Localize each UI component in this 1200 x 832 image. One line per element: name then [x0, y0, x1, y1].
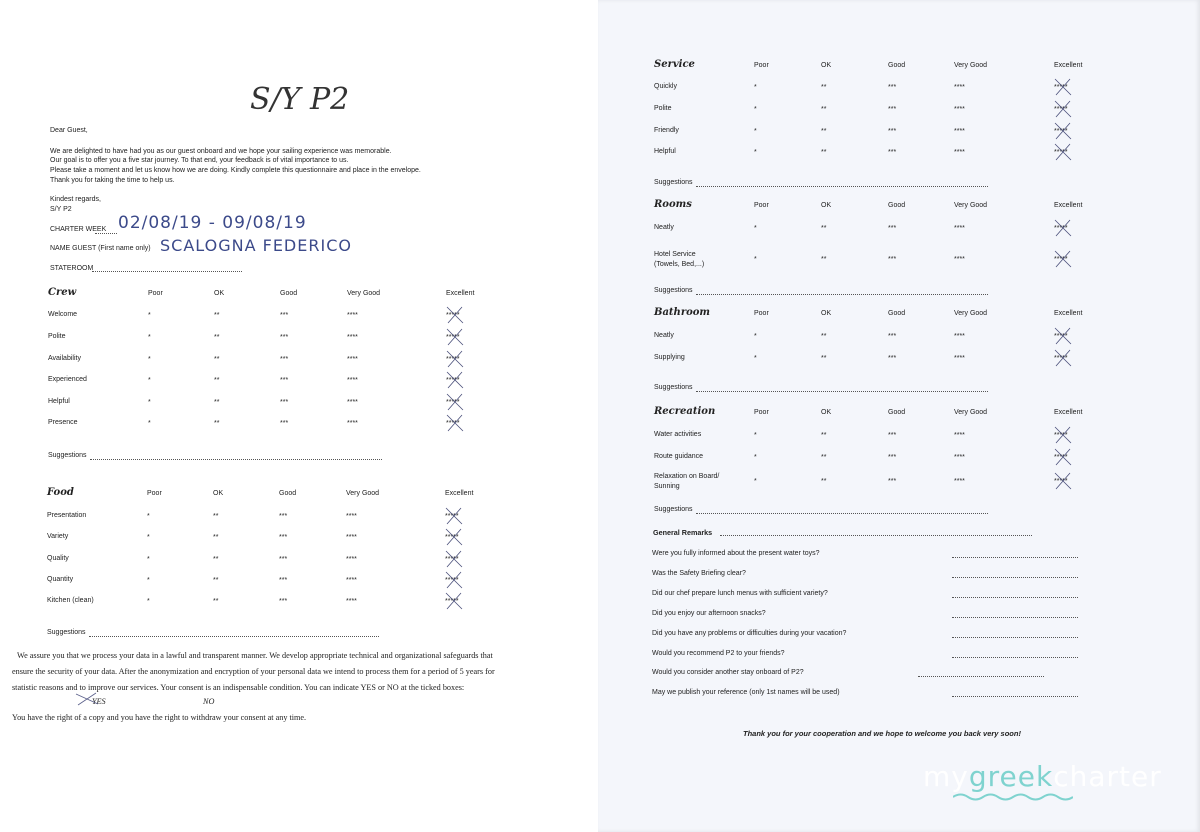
rating-row-label: Quality — [47, 555, 69, 562]
watermark-part: my — [923, 760, 969, 793]
column-header: Good — [888, 202, 906, 209]
rating-option[interactable]: *** — [279, 577, 288, 584]
rating-option[interactable]: ***** — [445, 534, 459, 541]
rating-row-label: Kitchen (clean) — [47, 597, 94, 604]
rating-row-label: Neatly — [654, 332, 674, 339]
rating-option[interactable]: *** — [888, 84, 897, 91]
section-title: Service — [654, 59, 695, 70]
rating-option[interactable]: ** — [821, 454, 827, 461]
right-page — [598, 0, 1200, 832]
rating-option[interactable]: *** — [888, 454, 897, 461]
rating-option[interactable]: *** — [888, 478, 897, 485]
question-text: Did our chef prepare lunch menus with sufficient variety? — [652, 590, 828, 597]
rating-option[interactable]: *** — [888, 355, 897, 362]
rating-row-label: Helpful — [654, 148, 676, 155]
column-header: Excellent — [446, 290, 475, 297]
section-title: Rooms — [654, 199, 692, 210]
rating-option[interactable]: ***** — [445, 556, 459, 563]
rating-option[interactable]: ***** — [446, 356, 460, 363]
column-header: Good — [888, 62, 906, 69]
section-title: Bathroom — [654, 307, 711, 318]
suggestions-label: Suggestions — [47, 629, 86, 636]
rating-option[interactable]: *** — [888, 225, 897, 232]
excellent-check-icon — [1052, 250, 1074, 268]
rating-option[interactable]: ***** — [446, 377, 460, 384]
excellent-check-icon — [443, 592, 465, 610]
rating-option[interactable]: ***** — [445, 577, 459, 584]
rating-option[interactable]: **** — [347, 420, 358, 427]
rating-row-label: Relaxation on Board/ Sunning — [654, 473, 720, 490]
rating-option[interactable]: *** — [888, 106, 897, 113]
rating-row-label: Polite — [48, 333, 66, 340]
column-header: Very Good — [346, 490, 380, 497]
question-text: Would you recommend P2 to your friends? — [652, 650, 785, 657]
left-page — [0, 0, 598, 832]
rating-row-label: Water activities — [654, 431, 702, 438]
rating-option[interactable]: ***** — [1054, 225, 1068, 232]
answer-line[interactable] — [952, 637, 1078, 638]
section-title: Food — [47, 487, 74, 498]
general-remarks-label: General Remarks — [653, 528, 713, 537]
rating-option[interactable]: ***** — [1054, 256, 1068, 263]
name-label: NAME GUEST (First name only) — [50, 245, 151, 252]
rating-option[interactable]: *** — [280, 356, 289, 363]
rating-option[interactable]: ***** — [446, 399, 460, 406]
rating-row-label: Experienced — [48, 376, 87, 383]
rating-option[interactable]: ** — [821, 256, 827, 263]
excellent-check-icon — [1052, 472, 1074, 490]
rating-option[interactable]: * — [147, 513, 150, 520]
excellent-check-icon — [444, 306, 466, 324]
rating-option[interactable]: **** — [347, 312, 358, 319]
rating-option[interactable]: ***** — [446, 420, 460, 427]
excellent-check-icon — [1052, 122, 1074, 140]
column-header: Poor — [148, 290, 163, 297]
rating-row-label: Hotel Service (Towels, Bed,...) — [654, 251, 705, 268]
rating-option[interactable]: * — [754, 149, 757, 156]
rating-option[interactable]: **** — [347, 356, 358, 363]
rating-option[interactable]: **** — [346, 513, 357, 520]
section-title: Crew — [48, 287, 77, 298]
rating-option[interactable]: **** — [347, 334, 358, 341]
rating-option[interactable]: ** — [821, 432, 827, 439]
intro-line: We are delighted to have had you as our guest onboard and we hope your sailing experience was memorable. — [50, 148, 392, 155]
rating-option[interactable]: *** — [888, 333, 897, 340]
rating-option[interactable]: **** — [954, 128, 965, 135]
rating-option[interactable]: **** — [347, 377, 358, 384]
column-header: Very Good — [954, 62, 988, 69]
excellent-check-icon — [444, 393, 466, 411]
rating-row-label: Quantity — [47, 576, 74, 583]
question-text: Were you fully informed about the present water toys? — [652, 550, 820, 557]
rating-option[interactable]: * — [147, 577, 150, 584]
rating-option[interactable]: ***** — [1054, 333, 1068, 340]
rating-option[interactable]: ** — [214, 312, 220, 319]
rating-option[interactable]: ** — [821, 84, 827, 91]
answer-line[interactable] — [952, 577, 1078, 578]
question-text: Would you consider another stay onboard of P2? — [652, 669, 804, 676]
rating-option[interactable]: **** — [346, 577, 357, 584]
rating-option[interactable]: *** — [279, 513, 288, 520]
rating-option[interactable]: * — [148, 312, 151, 319]
rating-option[interactable]: ** — [214, 420, 220, 427]
rating-row-label: Polite — [654, 105, 672, 112]
intro-line: Thank you for taking the time to help us. — [50, 177, 175, 184]
rating-option[interactable]: * — [754, 106, 757, 113]
rating-option[interactable]: **** — [346, 556, 357, 563]
column-header: Excellent — [1054, 202, 1083, 209]
excellent-check-icon — [443, 528, 465, 546]
rating-option[interactable]: ***** — [1054, 432, 1068, 439]
answer-line[interactable] — [952, 657, 1078, 658]
column-header: OK — [214, 290, 225, 297]
answer-line[interactable] — [918, 676, 1044, 677]
rating-option[interactable]: **** — [954, 454, 965, 461]
suggestions-label: Suggestions — [654, 287, 693, 294]
answer-line[interactable] — [952, 696, 1078, 697]
rating-option[interactable]: ** — [213, 513, 219, 520]
excellent-check-icon — [443, 550, 465, 568]
rating-option[interactable]: * — [148, 334, 151, 341]
greeting: Dear Guest, — [50, 127, 88, 134]
column-header: OK — [821, 409, 832, 416]
rating-row-label: Presence — [48, 419, 78, 426]
rating-option[interactable]: * — [148, 377, 151, 384]
rating-option[interactable]: **** — [954, 478, 965, 485]
section-title: Recreation — [654, 406, 716, 417]
question-text: Did you enjoy our afternoon snacks? — [652, 610, 766, 617]
rating-option[interactable]: **** — [954, 355, 965, 362]
signoff: S/Y P2 — [50, 206, 72, 213]
rating-option[interactable]: *** — [279, 598, 288, 605]
column-header: Poor — [754, 202, 769, 209]
excellent-check-icon — [444, 371, 466, 389]
rating-option[interactable]: * — [754, 84, 757, 91]
column-header: Poor — [147, 490, 162, 497]
rating-row-label: Neatly — [654, 224, 674, 231]
rating-option[interactable]: *** — [279, 534, 288, 541]
rating-option[interactable]: ** — [821, 106, 827, 113]
rights-line: You have the right of a copy and you have the right to withdraw your consent at any time. — [12, 713, 307, 722]
column-header: Good — [888, 409, 906, 416]
column-header: Very Good — [347, 290, 381, 297]
suggestions-label: Suggestions — [654, 179, 693, 186]
rating-option[interactable]: **** — [954, 149, 965, 156]
rating-option[interactable]: ***** — [445, 598, 459, 605]
rating-row-label: Helpful — [48, 398, 70, 405]
rating-option[interactable]: ** — [213, 556, 219, 563]
answer-line[interactable] — [952, 597, 1078, 598]
excellent-check-icon — [443, 507, 465, 525]
question-text: Was the Safety Briefing clear? — [652, 570, 746, 577]
watermark-part: greek — [968, 760, 1054, 793]
rating-option[interactable]: *** — [888, 432, 897, 439]
rating-option[interactable]: *** — [280, 312, 289, 319]
rating-option[interactable]: **** — [954, 256, 965, 263]
page-title: S/Y P2 — [250, 82, 350, 117]
rating-option[interactable]: * — [754, 256, 757, 263]
rating-option[interactable]: **** — [954, 84, 965, 91]
suggestions-label: Suggestions — [654, 384, 693, 391]
column-header: Good — [279, 490, 297, 497]
rating-option[interactable]: *** — [888, 256, 897, 263]
column-header: OK — [821, 62, 832, 69]
rating-option[interactable]: ***** — [446, 334, 460, 341]
intro-line: Our goal is to offer you a five star journey. To that end, your feedback is of vital importance to us. — [50, 157, 349, 164]
privacy-line: statistic reasons and to improve our services. Your consent is an indispensable condition. You can indicate YES or NO at the ticked boxes: — [12, 683, 465, 692]
charter-week-label: CHARTER WEEK — [50, 226, 107, 233]
column-header: Excellent — [445, 490, 474, 497]
regards: Kindest regards, — [50, 196, 101, 203]
rating-option[interactable]: ** — [213, 534, 219, 541]
rating-option[interactable]: * — [147, 534, 150, 541]
rating-option[interactable]: ***** — [1054, 454, 1068, 461]
column-header: OK — [821, 202, 832, 209]
intro-line: Please take a moment and let us know how we are doing. Kindly complete this questionnaire and place in the envelope. — [50, 167, 421, 174]
watermark-wave-icon — [953, 792, 1073, 802]
consent-yes[interactable]: YES — [92, 697, 106, 706]
rating-row-label: Quickly — [654, 83, 677, 90]
question-text: Did you have any problems or difficulties during your vacation? — [652, 630, 847, 637]
excellent-check-icon — [444, 328, 466, 346]
privacy-line: We assure you that we process your data in a lawful and transparent manner. We develop appropriate technical and organizational safeguards that — [17, 651, 493, 660]
rating-option[interactable]: ***** — [1054, 478, 1068, 485]
rating-option[interactable]: * — [754, 225, 757, 232]
rating-option[interactable]: * — [147, 598, 150, 605]
rating-row-label: Friendly — [654, 127, 679, 134]
column-header: Poor — [754, 62, 769, 69]
column-header: Good — [280, 290, 298, 297]
rating-row-label: Availability — [48, 355, 81, 362]
rating-option[interactable]: * — [148, 399, 151, 406]
rating-option[interactable]: *** — [280, 334, 289, 341]
thank-you-note: Thank you for your cooperation and we hope to welcome you back very soon! — [743, 729, 1021, 738]
excellent-check-icon — [1052, 219, 1074, 237]
rating-option[interactable]: ** — [821, 478, 827, 485]
rating-option[interactable]: ** — [214, 399, 220, 406]
rating-option[interactable]: **** — [954, 432, 965, 439]
rating-option[interactable]: * — [754, 454, 757, 461]
rating-option[interactable]: ** — [821, 128, 827, 135]
excellent-check-icon — [1052, 349, 1074, 367]
stateroom-label: STATEROOM — [50, 265, 94, 272]
rating-option[interactable]: **** — [346, 598, 357, 605]
rating-option[interactable]: **** — [954, 106, 965, 113]
excellent-check-icon — [1052, 78, 1074, 96]
excellent-check-icon — [1052, 143, 1074, 161]
rating-option[interactable]: ** — [214, 377, 220, 384]
rating-option[interactable]: ** — [821, 333, 827, 340]
excellent-check-icon — [1052, 426, 1074, 444]
rating-option[interactable]: * — [754, 478, 757, 485]
rating-option[interactable]: * — [148, 356, 151, 363]
watermark-logo — [923, 760, 1162, 793]
rating-option[interactable]: * — [754, 432, 757, 439]
rating-option[interactable]: * — [147, 556, 150, 563]
excellent-check-icon — [1052, 448, 1074, 466]
rating-option[interactable]: **** — [346, 534, 357, 541]
guest-name-value: SCALOGNA FEDERICO — [160, 236, 352, 255]
column-header: Excellent — [1054, 62, 1083, 69]
watermark-part: charter — [1053, 760, 1162, 793]
rating-row-label: Presentation — [47, 512, 87, 519]
excellent-check-icon — [1052, 100, 1074, 118]
excellent-check-icon — [1052, 327, 1074, 345]
rating-option[interactable]: ** — [213, 577, 219, 584]
rating-option[interactable]: ***** — [446, 312, 460, 319]
rating-row-label: Welcome — [48, 311, 78, 318]
rating-option[interactable]: *** — [280, 399, 289, 406]
question-text: May we publish your reference (only 1st names will be used) — [652, 689, 840, 696]
suggestions-label: Suggestions — [48, 452, 87, 459]
rating-option[interactable]: ** — [821, 225, 827, 232]
rating-option[interactable]: ***** — [1054, 355, 1068, 362]
column-header: OK — [821, 310, 832, 317]
charter-week-value: 02/08/19 - 09/08/19 — [118, 213, 307, 233]
privacy-line: ensure the security of your data. After the anonymization and encryption of your personal data we intend to process them for a period of 5 years for — [12, 667, 495, 676]
rating-option[interactable]: **** — [954, 333, 965, 340]
rating-option[interactable]: *** — [280, 420, 289, 427]
excellent-check-icon — [443, 571, 465, 589]
rating-option[interactable]: *** — [279, 556, 288, 563]
column-header: Very Good — [954, 310, 988, 317]
rating-option[interactable]: * — [754, 128, 757, 135]
rating-option[interactable]: ***** — [1054, 149, 1068, 156]
rating-option[interactable]: * — [754, 355, 757, 362]
excellent-check-icon — [444, 350, 466, 368]
column-header: Excellent — [1054, 310, 1083, 317]
rating-row-label: Supplying — [654, 354, 685, 361]
suggestions-label: Suggestions — [654, 506, 693, 513]
consent-yes-check-icon — [74, 691, 102, 707]
rating-option[interactable]: *** — [888, 149, 897, 156]
rating-option[interactable]: ** — [821, 355, 827, 362]
rating-option[interactable]: ***** — [1054, 128, 1068, 135]
column-header: Poor — [754, 409, 769, 416]
rating-option[interactable]: ***** — [1054, 106, 1068, 113]
rating-option[interactable]: * — [148, 420, 151, 427]
rating-row-label: Variety — [47, 533, 69, 540]
rating-option[interactable]: ** — [214, 356, 220, 363]
rating-option[interactable]: *** — [280, 377, 289, 384]
rating-option[interactable]: **** — [347, 399, 358, 406]
rating-option[interactable]: ** — [821, 149, 827, 156]
answer-line[interactable] — [952, 617, 1078, 618]
rating-row-label: Route guidance — [654, 453, 704, 460]
column-header: Very Good — [954, 202, 988, 209]
column-header: OK — [213, 490, 224, 497]
column-header: Excellent — [1054, 409, 1083, 416]
consent-no[interactable]: NO — [203, 697, 215, 706]
column-header: Very Good — [954, 409, 988, 416]
rating-option[interactable]: **** — [954, 225, 965, 232]
rating-option[interactable]: ***** — [1054, 84, 1068, 91]
rating-option[interactable]: * — [754, 333, 757, 340]
excellent-check-icon — [444, 414, 466, 432]
rating-option[interactable]: ** — [214, 334, 220, 341]
column-header: Poor — [754, 310, 769, 317]
rating-option[interactable]: ***** — [445, 513, 459, 520]
answer-line[interactable] — [952, 557, 1078, 558]
rating-option[interactable]: *** — [888, 128, 897, 135]
rating-option[interactable]: ** — [213, 598, 219, 605]
column-header: Good — [888, 310, 906, 317]
